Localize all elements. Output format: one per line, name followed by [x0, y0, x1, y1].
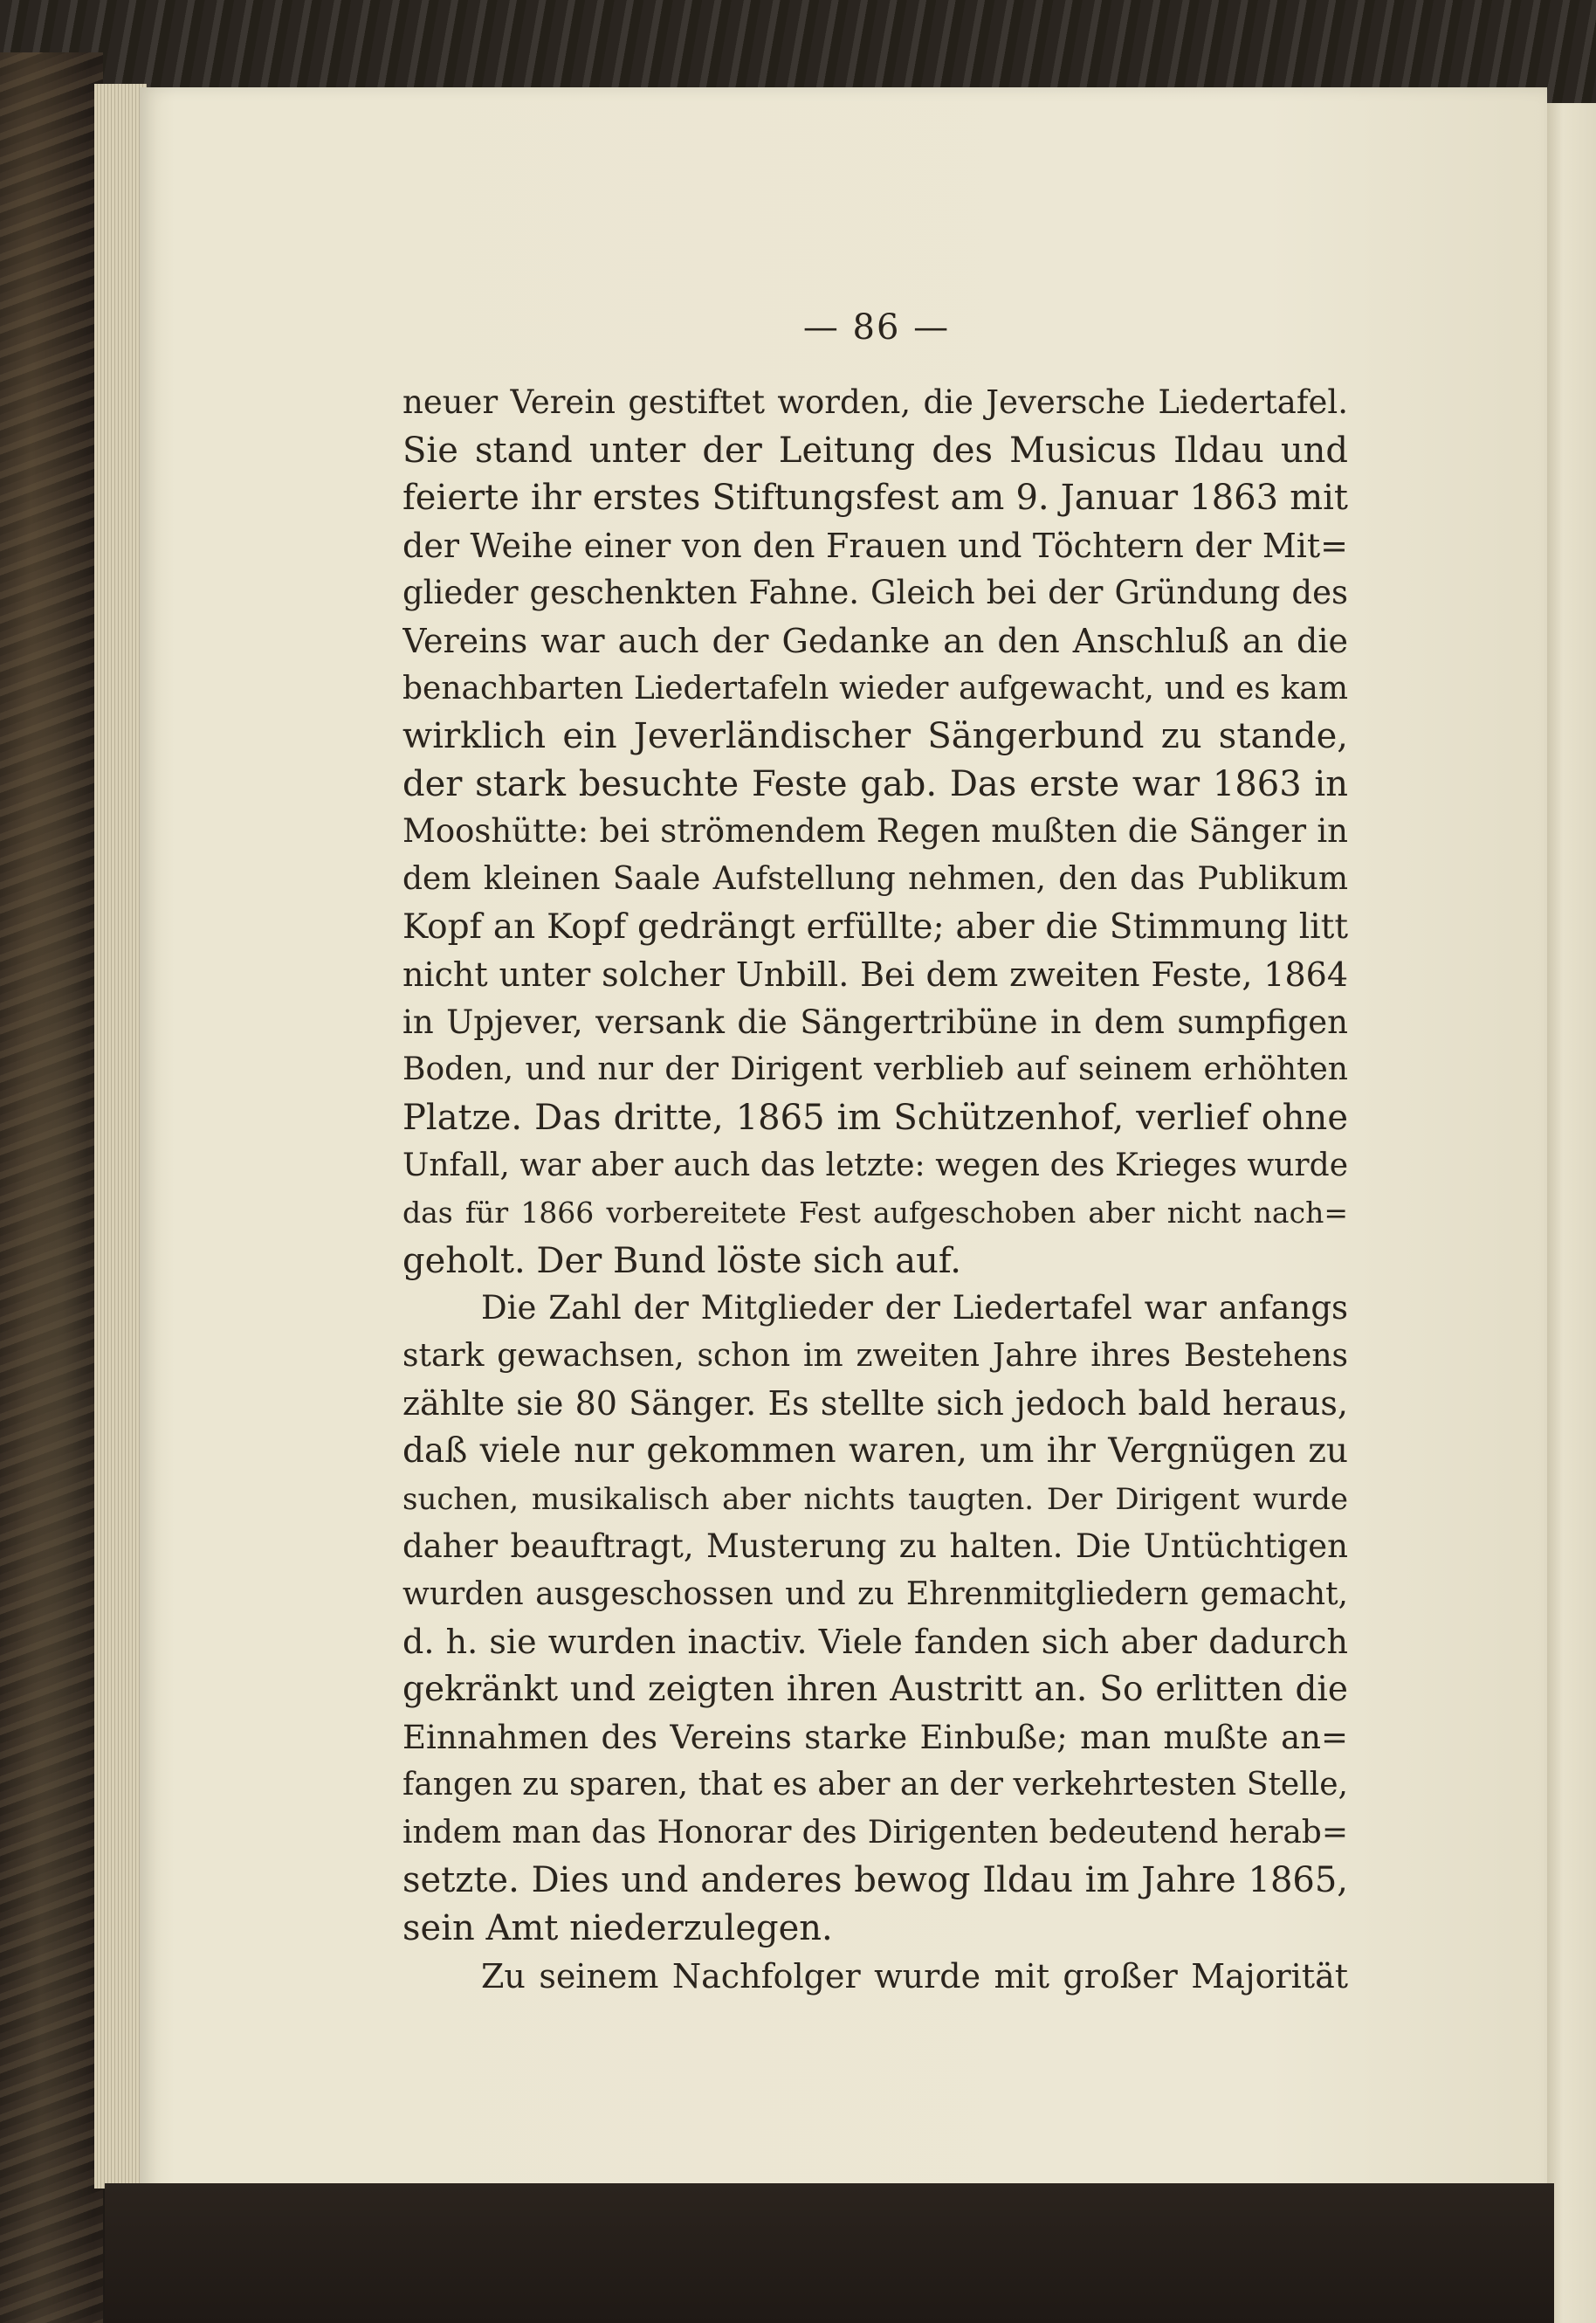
text-line: dem kleinen Saale Aufstellung nehmen, den das Publikum: [402, 860, 1348, 897]
text-line: Vereins war auch der Gedanke an den Anschluß an die: [402, 621, 1348, 660]
text-line: sein Amt niederzulegen.: [402, 1908, 833, 1948]
text-line: Mooshütte: bei strömendem Regen mußten die Sänger in: [402, 812, 1348, 851]
facing-page-edge: [1545, 103, 1596, 2323]
text-line: fangen zu sparen, that es aber an der verkehrtesten Stelle,: [402, 1767, 1348, 1803]
text-line: geholt. Der Bund löste sich auf.: [402, 1240, 961, 1281]
text-line: benachbarten Liedertafeln wieder aufgewacht, und es kam: [402, 670, 1348, 707]
page-bottom-background: [105, 2183, 1554, 2323]
text-line: feierte ihr erstes Stiftungsfest am 9. Januar 1863 mit: [402, 478, 1348, 519]
text-line: d. h. sie wurden inactiv. Viele fanden sich aber dadurch: [402, 1623, 1348, 1662]
text-line: das für 1866 vorbereitete Fest aufgeschoben aber nicht nach=: [402, 1196, 1348, 1230]
text-line: nicht unter solcher Unbill. Bei dem zweiten Feste, 1864: [402, 955, 1348, 995]
text-line: daher beauftragt, Musterung zu halten. Die Untüchtigen: [402, 1527, 1348, 1566]
text-line: Boden, und nur der Dirigent verblieb auf seinem erhöhten: [402, 1051, 1348, 1088]
paragraph-start-line: Zu seinem Nachfolger wurde mit großer Majorität: [481, 1956, 1348, 1996]
marbled-cover: [0, 52, 103, 2323]
text-line: neuer Verein gestiftet worden, die Jeversche Liedertafel.: [402, 383, 1348, 421]
text-line: Sie stand unter der Leitung des Musicus Ildau und: [402, 430, 1348, 471]
text-line: Kopf an Kopf gedrängt erfüllte; aber die Stimmung litt: [402, 906, 1348, 947]
text-line: Platze. Das dritte, 1865 im Schützenhof, verlief ohne: [402, 1097, 1348, 1138]
page-number: — 86 —: [802, 307, 951, 348]
text-line: der stark besuchte Feste gab. Das erste war 1863 in: [402, 763, 1348, 804]
text-line: wirklich ein Jeverländischer Sängerbund zu stande,: [402, 716, 1348, 757]
body-text: [402, 379, 1348, 2000]
text-line: suchen, musikalisch aber nichts taugten. Der Dirigent wurde: [402, 1481, 1348, 1517]
text-line: Unfall, war aber auch das letzte: wegen des Krieges wurde: [402, 1147, 1348, 1183]
text-line: wurden ausgeschossen und zu Ehrenmitgliedern gemacht,: [402, 1575, 1348, 1612]
text-line: indem man das Honorar des Dirigenten bedeutend herab=: [402, 1814, 1348, 1851]
stacked-page-edges: [94, 84, 147, 2189]
paragraph-start-line: Die Zahl der Mitglieder der Liedertafel war anfangs: [481, 1289, 1348, 1327]
text-line: Einnahmen des Vereins starke Einbuße; man mußte an=: [402, 1718, 1348, 1756]
text-line: stark gewachsen, schon im zweiten Jahre ihres Bestehens: [402, 1337, 1348, 1374]
text-line: setzte. Dies und anderes bewog Ildau im Jahre 1865,: [402, 1860, 1348, 1901]
text-line: zählte sie 80 Sänger. Es stellte sich jedoch bald heraus,: [402, 1384, 1348, 1423]
text-line: in Upjever, versank die Sängertribüne in dem sumpfigen: [402, 1003, 1348, 1041]
text-line: daß viele nur gekommen waren, um ihr Vergnügen zu: [402, 1431, 1348, 1472]
text-line: gekränkt und zeigten ihren Austritt an. So erlitten die: [402, 1670, 1348, 1710]
text-line: der Weihe einer von den Frauen und Töchtern der Mit=: [402, 526, 1348, 565]
text-line: glieder geschenkten Fahne. Gleich bei der Gründung des: [402, 574, 1348, 612]
